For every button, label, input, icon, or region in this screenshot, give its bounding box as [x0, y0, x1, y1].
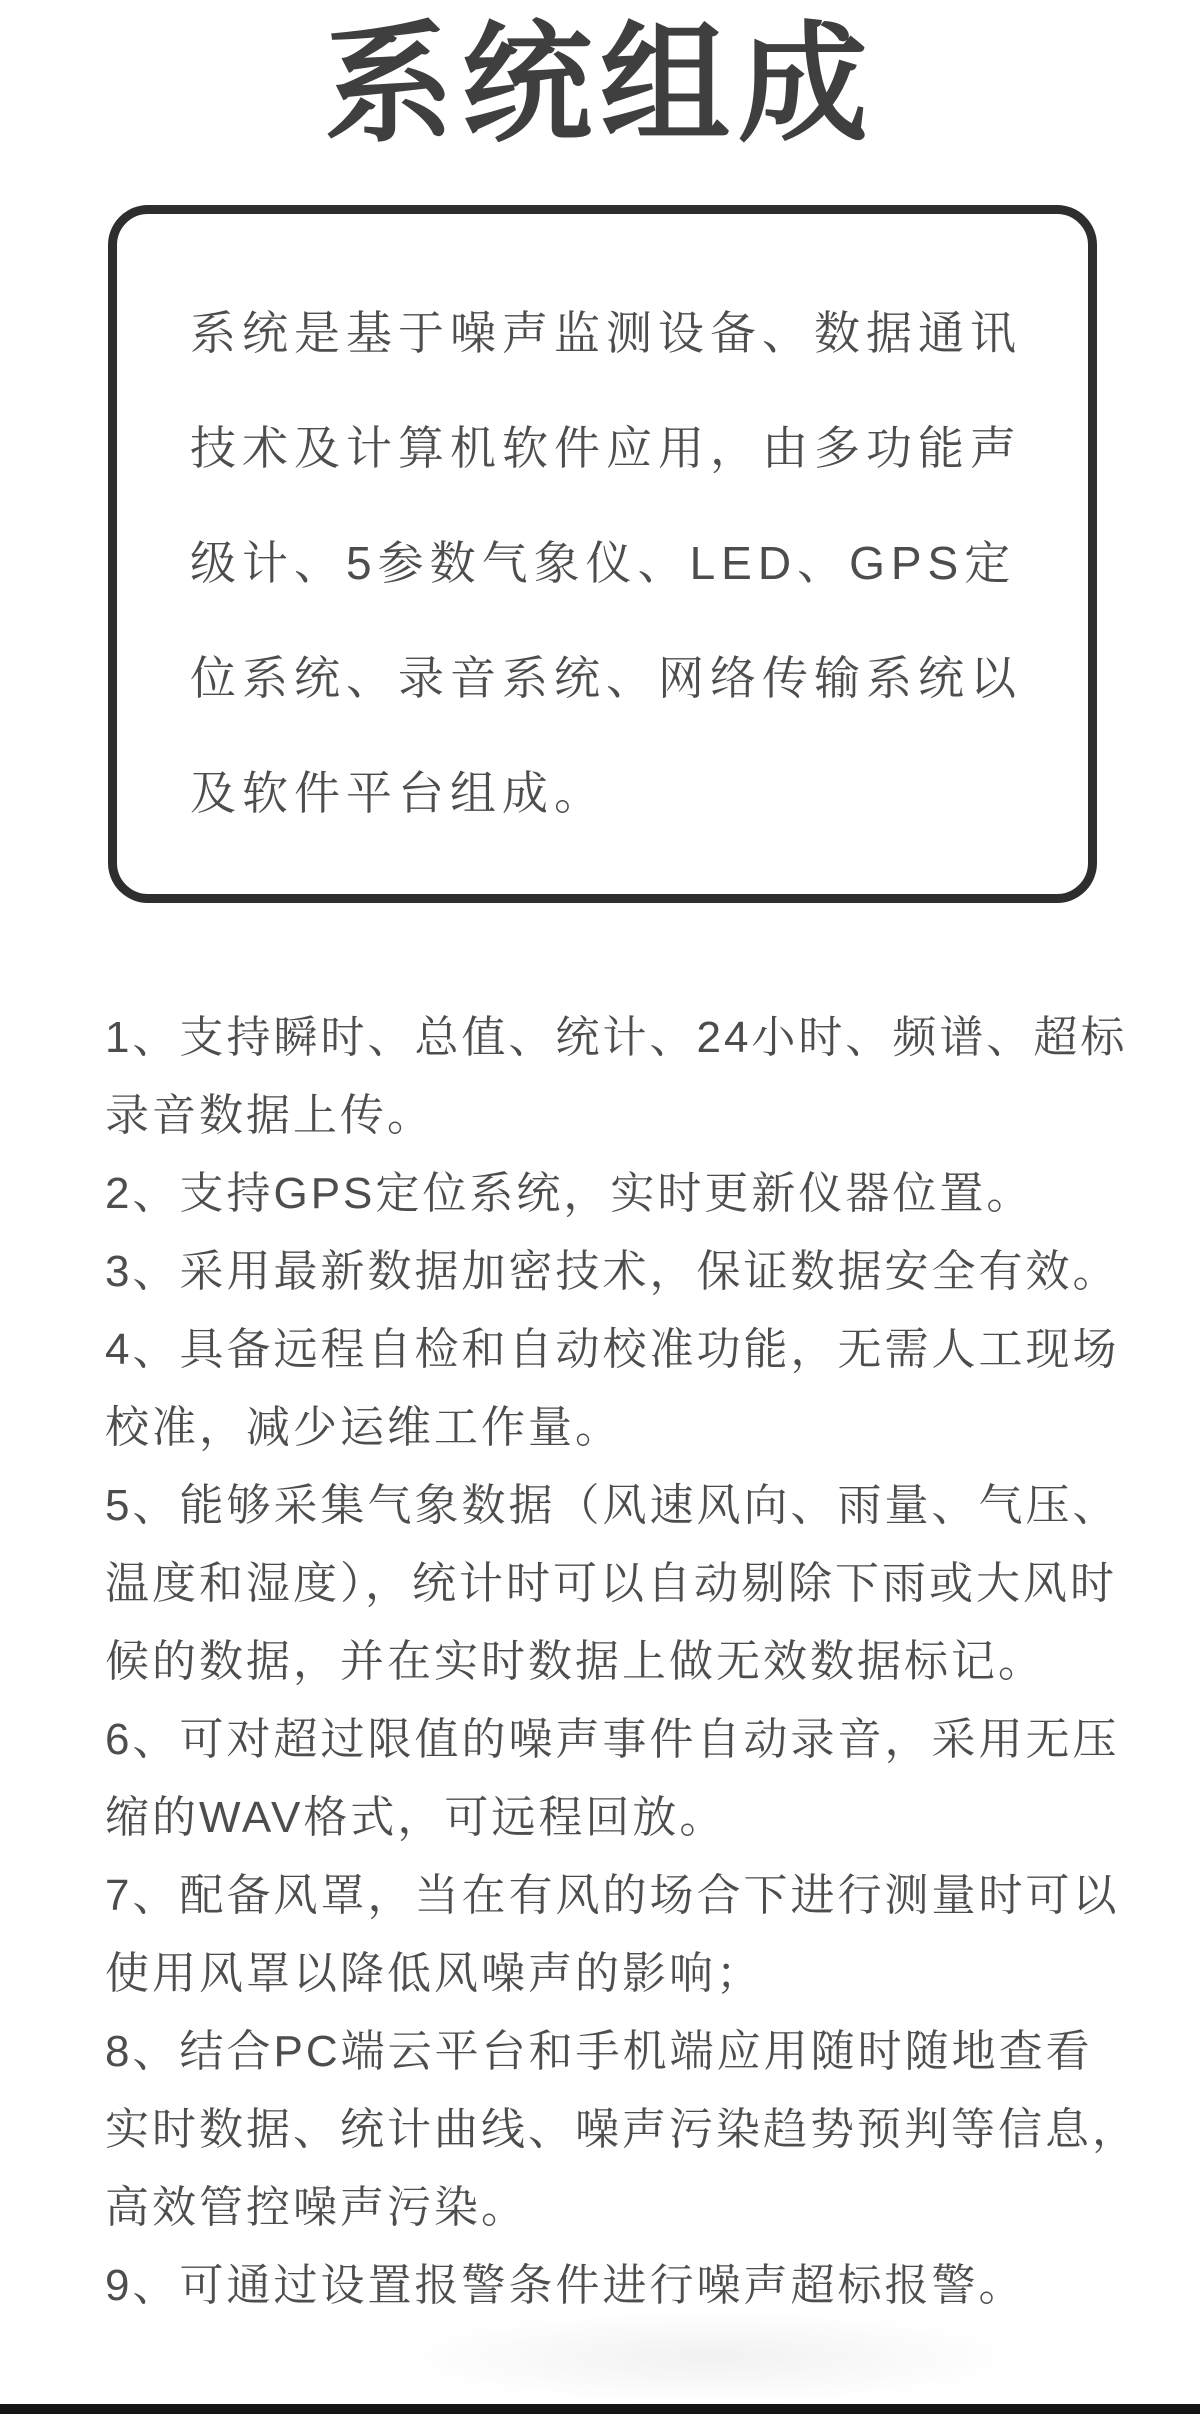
bottom-divider-bar — [0, 2404, 1200, 2414]
page-title: 系统组成 — [323, 11, 876, 157]
feature-line: 实时数据、统计曲线、噪声污染趋势预判等信息， — [105, 2105, 1139, 2154]
feature-line: 2、支持GPS定位系统，实时更新仪器位置。 — [105, 1169, 1034, 1218]
intro-line: 级计、5参数气象仪、LED、GPS定 — [190, 537, 1017, 589]
feature-line: 缩的WAV格式，可远程回放。 — [105, 1793, 727, 1842]
feature-line: 4、具备远程自检和自动校准功能，无需人工现场 — [105, 1325, 1120, 1374]
intro-line: 系统是基于噪声监测设备、数据通讯 — [190, 307, 1022, 359]
feature-line: 校准，减少运维工作量。 — [105, 1403, 622, 1452]
feature-line: 9、可通过设置报警条件进行噪声超标报警。 — [105, 2261, 1026, 2310]
feature-line: 使用风罩以降低风噪声的影响； — [105, 1949, 763, 1998]
feature-line: 5、能够采集气象数据（风速风向、雨量、气压、 — [105, 1481, 1120, 1530]
feature-line: 7、配备风罩，当在有风的场合下进行测量时可以 — [105, 1871, 1120, 1920]
feature-line: 3、采用最新数据加密技术，保证数据安全有效。 — [105, 1247, 1120, 1296]
feature-line: 1、支持瞬时、总值、统计、24小时、频谱、超标 — [105, 1013, 1128, 1062]
intro-line: 及软件平台组成。 — [190, 767, 606, 819]
intro-line: 技术及计算机软件应用，由多功能声 — [190, 422, 1022, 474]
intro-box — [108, 205, 1097, 903]
feature-line: 温度和湿度），统计时可以自动剔除下雨或大风时 — [105, 1559, 1117, 1608]
feature-list — [105, 999, 1155, 2325]
feature-line: 录音数据上传。 — [105, 1091, 434, 1140]
feature-line: 候的数据，并在实时数据上做无效数据标记。 — [105, 1637, 1045, 1686]
intro-paragraph — [190, 276, 1050, 851]
feature-line: 6、可对超过限值的噪声事件自动录音，采用无压 — [105, 1715, 1120, 1764]
intro-line: 位系统、录音系统、网络传输系统以 — [190, 652, 1022, 704]
feature-line: 高效管控噪声污染。 — [105, 2183, 528, 2232]
feature-line: 8、结合PC端云平台和手机端应用随时随地查看 — [105, 2027, 1093, 2076]
